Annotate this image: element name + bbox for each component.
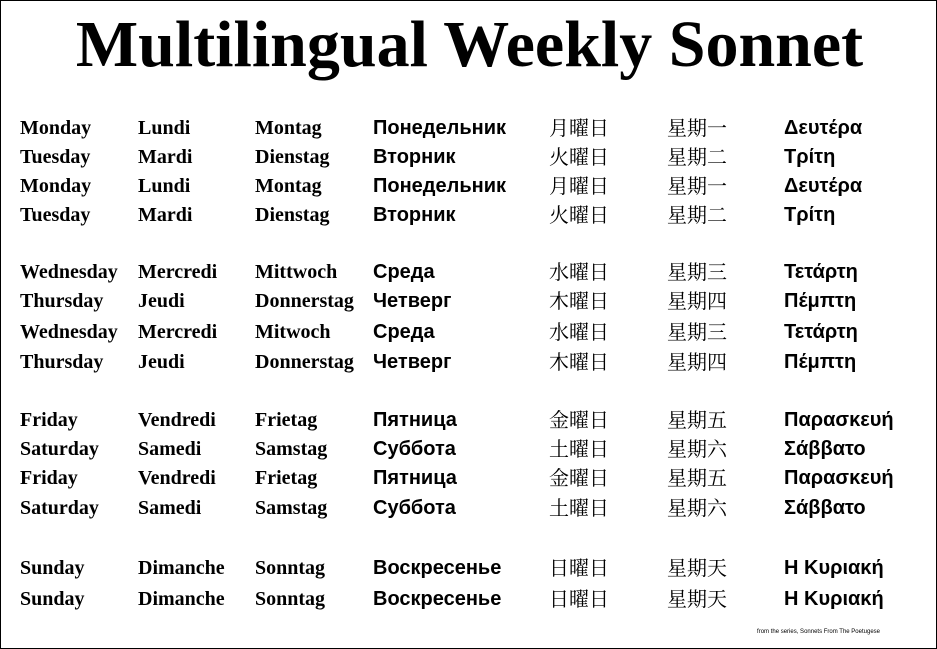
day-french: Lundi [138, 175, 191, 197]
day-russian: Вторник [373, 204, 456, 226]
day-japanese: 金曜日 [549, 466, 609, 490]
day-german: Mittwoch [255, 261, 338, 283]
day-german: Sonntag [255, 557, 326, 579]
day-french: Samedi [138, 438, 202, 460]
day-english: Sunday [20, 588, 85, 610]
day-japanese: 木曜日 [549, 289, 609, 313]
day-japanese: 火曜日 [549, 203, 609, 227]
day-chinese: 星期四 [667, 289, 727, 313]
day-greek: Τετάρτη [784, 261, 858, 283]
day-french: Mercredi [138, 321, 218, 343]
day-greek: Σάββατο [784, 438, 866, 460]
day-russian: Суббота [373, 497, 456, 519]
day-russian: Воскресенье [373, 588, 502, 610]
day-german: Sonntag [255, 588, 326, 610]
day-greek: Παρασκευή [784, 409, 894, 431]
day-greek: Σάββατο [784, 497, 866, 519]
day-russian: Пятница [373, 409, 457, 431]
verse-line [1, 405, 937, 435]
day-chinese: 星期一 [667, 174, 727, 198]
day-greek: Η Κυριακή [784, 588, 884, 610]
day-french: Vendredi [138, 409, 216, 431]
day-russian: Четверг [373, 351, 452, 373]
day-german: Donnerstag [255, 351, 354, 373]
day-russian: Среда [373, 261, 435, 283]
day-german: Mitwoch [255, 321, 331, 343]
day-german: Frietag [255, 467, 318, 489]
day-french: Jeudi [138, 290, 185, 312]
day-german: Montag [255, 175, 322, 197]
day-chinese: 星期三 [667, 260, 727, 284]
verse-line [1, 200, 937, 230]
day-greek: Τρίτη [784, 204, 836, 226]
day-german: Samstag [255, 497, 328, 519]
day-japanese: 日曜日 [549, 556, 609, 580]
day-russian: Суббота [373, 438, 456, 460]
day-japanese: 土曜日 [549, 437, 609, 461]
day-chinese: 星期一 [667, 116, 727, 140]
day-japanese: 月曜日 [549, 116, 609, 140]
day-french: Vendredi [138, 467, 216, 489]
day-russian: Четверг [373, 290, 452, 312]
day-english: Thursday [20, 290, 104, 312]
day-japanese: 土曜日 [549, 496, 609, 520]
verse-line [1, 286, 937, 316]
day-german: Dienstag [255, 146, 330, 168]
day-english: Wednesday [20, 321, 118, 343]
day-greek: Η Κυριακή [784, 557, 884, 579]
day-japanese: 火曜日 [549, 145, 609, 169]
day-chinese: 星期三 [667, 320, 727, 344]
day-russian: Понедельник [373, 175, 506, 197]
day-greek: Τετάρτη [784, 321, 858, 343]
day-english: Friday [20, 409, 78, 431]
verse-line [1, 142, 937, 172]
day-greek: Δευτέρα [784, 175, 863, 197]
verse-line [1, 493, 937, 523]
verse-line [1, 257, 937, 287]
day-german: Dienstag [255, 204, 330, 226]
day-english: Wednesday [20, 261, 118, 283]
day-english: Monday [20, 175, 92, 197]
day-russian: Пятница [373, 467, 457, 489]
verse-line [1, 347, 937, 377]
day-english: Sunday [20, 557, 85, 579]
verse-line [1, 171, 937, 201]
series-credit: from the series, Sonnets From The Poetugese [757, 629, 880, 635]
poster-title: Multilingual Weekly Sonnet [75, 8, 864, 81]
weekday-table [1, 1, 937, 649]
day-japanese: 木曜日 [549, 350, 609, 374]
day-chinese: 星期五 [667, 466, 727, 490]
day-chinese: 星期天 [667, 556, 727, 580]
verse-line [1, 113, 937, 143]
day-russian: Понедельник [373, 117, 506, 139]
day-german: Samstag [255, 438, 328, 460]
day-russian: Среда [373, 321, 435, 343]
day-german: Donnerstag [255, 290, 354, 312]
day-french: Jeudi [138, 351, 185, 373]
verse-line [1, 434, 937, 464]
day-greek: Τρίτη [784, 146, 836, 168]
day-japanese: 月曜日 [549, 174, 609, 198]
verse-line [1, 584, 937, 614]
day-french: Dimanche [138, 588, 225, 610]
verse-line [1, 463, 937, 493]
day-german: Frietag [255, 409, 318, 431]
day-english: Tuesday [20, 204, 91, 226]
day-russian: Вторник [373, 146, 456, 168]
day-greek: Δευτέρα [784, 117, 863, 139]
verse-line [1, 553, 937, 583]
day-japanese: 金曜日 [549, 408, 609, 432]
day-english: Monday [20, 117, 92, 139]
day-greek: Παρασκευή [784, 467, 894, 489]
day-chinese: 星期二 [667, 203, 727, 227]
day-english: Saturday [20, 438, 99, 460]
day-french: Mardi [138, 204, 193, 226]
day-french: Dimanche [138, 557, 225, 579]
day-english: Thursday [20, 351, 104, 373]
day-german: Montag [255, 117, 322, 139]
day-chinese: 星期四 [667, 350, 727, 374]
day-french: Lundi [138, 117, 191, 139]
day-french: Samedi [138, 497, 202, 519]
day-greek: Πέμπτη [784, 351, 857, 373]
day-french: Mercredi [138, 261, 218, 283]
day-chinese: 星期六 [667, 437, 727, 461]
day-chinese: 星期五 [667, 408, 727, 432]
day-chinese: 星期天 [667, 587, 727, 611]
day-french: Mardi [138, 146, 193, 168]
day-english: Friday [20, 467, 78, 489]
day-greek: Πέμπτη [784, 290, 857, 312]
day-english: Tuesday [20, 146, 91, 168]
day-chinese: 星期六 [667, 496, 727, 520]
day-japanese: 日曜日 [549, 587, 609, 611]
day-russian: Воскресенье [373, 557, 502, 579]
day-chinese: 星期二 [667, 145, 727, 169]
day-japanese: 水曜日 [549, 320, 609, 344]
verse-line [1, 317, 937, 347]
day-english: Saturday [20, 497, 99, 519]
day-japanese: 水曜日 [549, 260, 609, 284]
